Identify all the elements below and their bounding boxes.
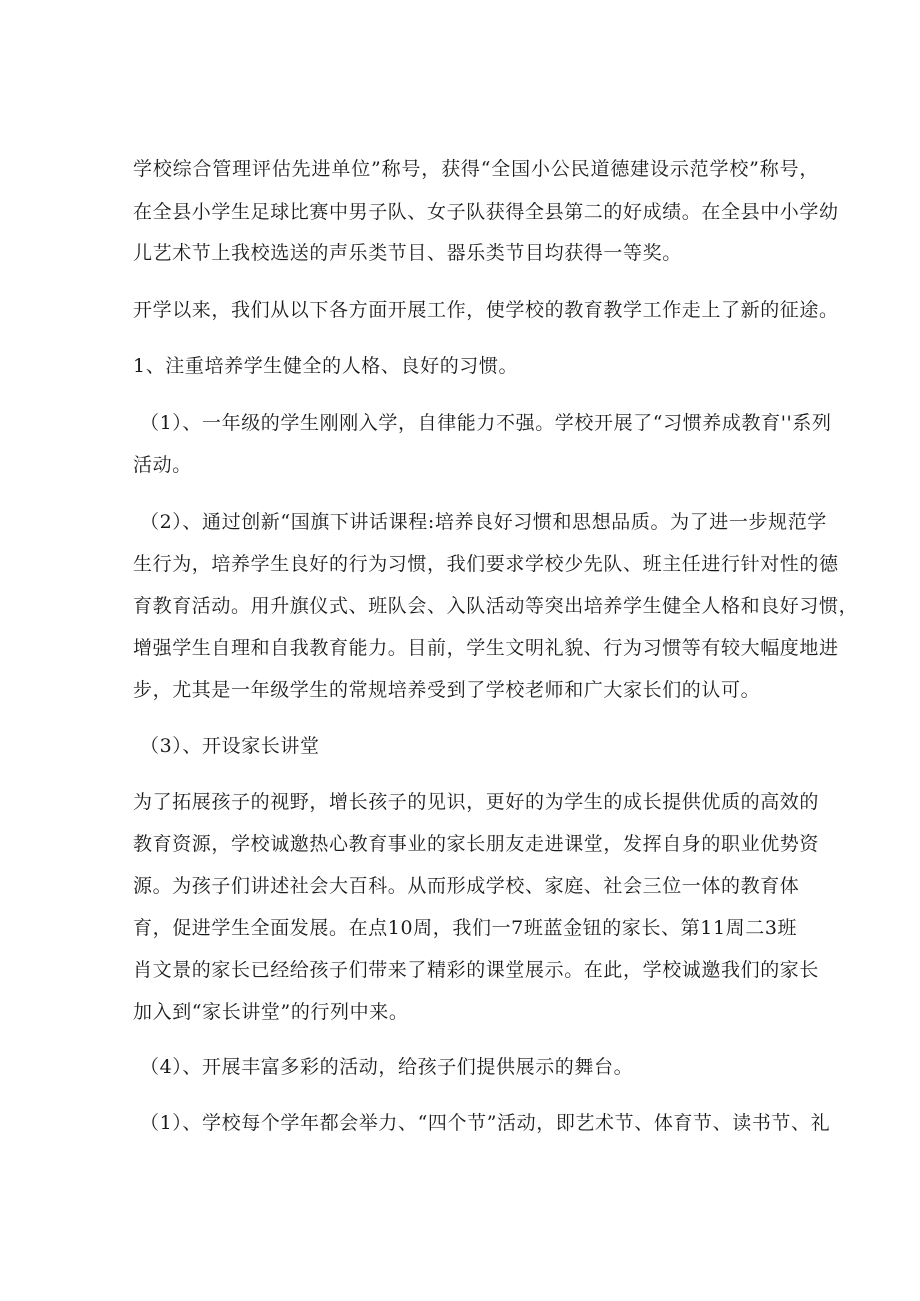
text-line-9: 生行为，培养学生良好的行为习惯，我们要求学校少先队、班主任进行针对性的德	[133, 553, 839, 575]
text-line-3: 儿艺术节上我校选送的声乐类节目、器乐类节目均获得一等奖。	[133, 242, 682, 264]
text-line-14: 为了拓展孩子的视野，增长孩子的见识，更好的为学生的成长提供优质的高效的	[133, 791, 820, 813]
text-line-20: （4）、开展丰富多彩的活动，给孩子们提供展示的舞台。	[140, 1056, 634, 1078]
text-line-8: （2）、通过创新“国旗下讲话课程:培养良好习惯和思想品质。为了进一步规范学	[140, 511, 827, 533]
text-line-1: 学校综合管理评估先进单位”称号，获得“全国小公民道德建设示范学校”称号，	[133, 158, 819, 180]
text-line-16: 源。为孩子们讲述社会大百科。从而形成学校、家庭、社会三位一体的教育体	[133, 875, 800, 897]
text-line-5: 1、注重培养学生健全的人格、良好的习惯。	[133, 355, 519, 377]
text-line-18: 肖文景的家长已经给孩子们带来了精彩的课堂展示。在此，学校诚邀我们的家长	[133, 959, 820, 981]
text-line-19: 加入到“家长讲堂”的行列中来。	[133, 1001, 409, 1023]
text-line-15: 教育资源，学校诚邀热心教育事业的家长朋友走进课堂，发挥自身的职业优势资	[133, 833, 820, 855]
text-line-12: 步，尤其是一年级学生的常规培养受到了学校老师和广大家长们的认可。	[133, 679, 761, 701]
text-line-13: （3）、开设家长讲堂	[140, 735, 320, 757]
text-line-4: 开学以来，我们从以下各方面开展工作，使学校的教育教学工作走上了新的征途。	[133, 299, 839, 321]
text-line-10: 育教育活动。用升旗仪式、班队会、入队活动等突出培养学生健全人格和良好习惯，	[133, 595, 859, 617]
text-line-6: （1）、一年级的学生刚刚入学，自律能力不强。学校开展了“习惯养成教育''系列	[140, 412, 832, 434]
text-line-17: 育，促进学生全面发展。在点10周，我们一7班蓝金钮的家长、第11周二3班	[133, 917, 798, 939]
text-line-7: 活动。	[133, 454, 192, 476]
text-line-21: （1）、学校每个学年都会举力、“四个节”活动，即艺术节、体育节、读书节、礼	[140, 1112, 831, 1134]
text-line-11: 增强学生自理和自我教育能力。目前，学生文明礼貌、行为习惯等有较大幅度地进	[133, 637, 839, 659]
text-line-2: 在全县小学生足球比赛中男子队、女子队获得全县第二的好成绩。在全县中小学幼	[133, 201, 839, 223]
